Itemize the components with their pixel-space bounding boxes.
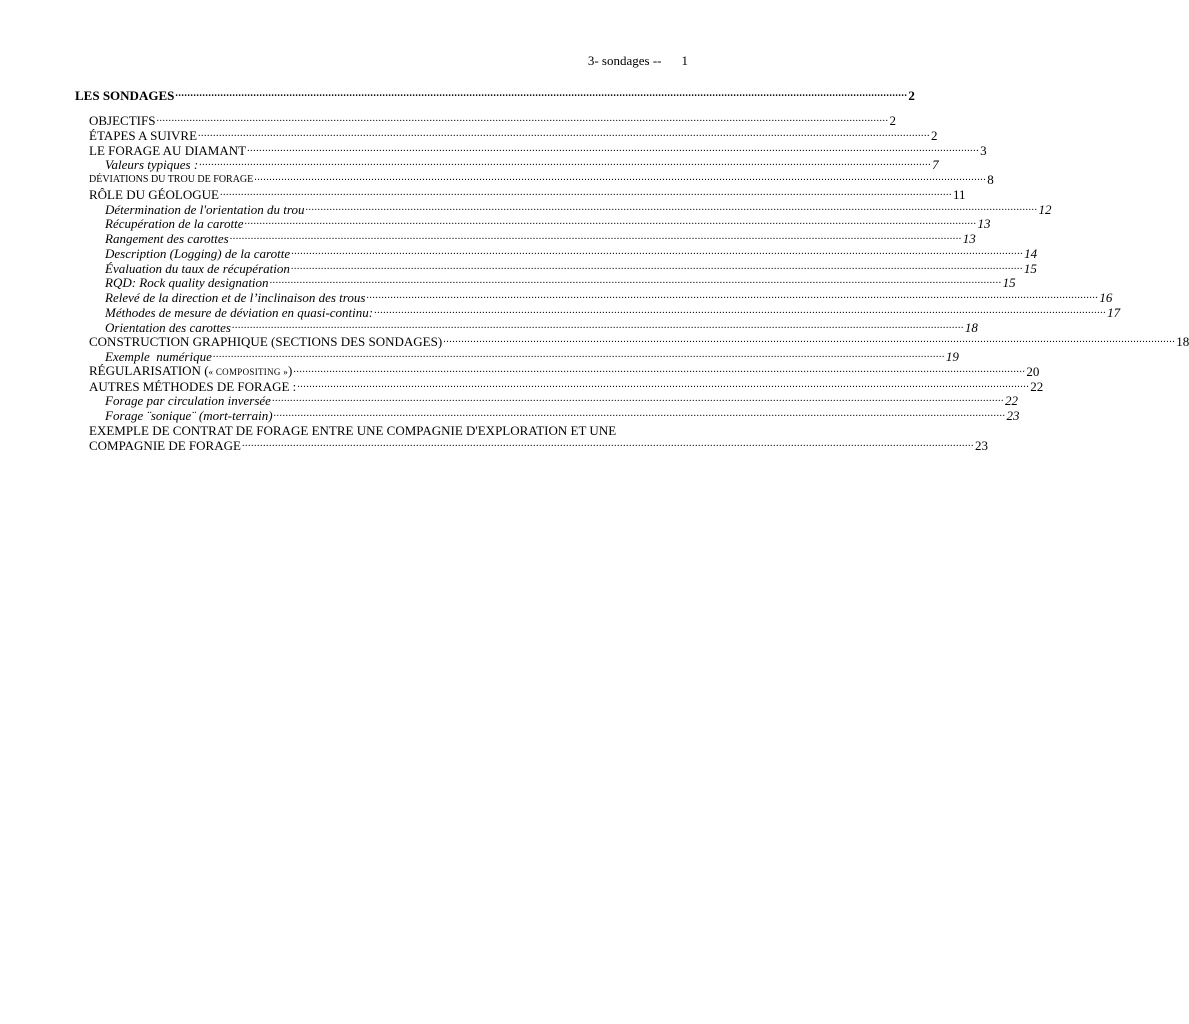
toc-leader-dots: .................................................................................................................................................................................................................................................... [231,319,964,331]
toc-entry-page: 20 [1026,363,1040,379]
toc-entry-title-end: ) [288,362,293,378]
toc-leader-dots: .................................................................................................................................................................................................................................................... [293,363,1026,375]
toc-leader-dots: .................................................................................................................................................................................................................................................... [244,216,977,228]
toc-entry-title [89,364,292,380]
toc-entry-page: 2 [908,88,915,103]
toc-entry-page: 2 [931,127,938,143]
toc-entry-page: 23 [1006,408,1020,423]
toc-entry-page: 2 [889,113,896,128]
toc-entry-page: 7 [932,157,939,173]
toc-entry-title: RÔLE DU GÉOLOGUE [89,186,219,202]
toc-entry-page: 15 [1002,275,1016,291]
toc-entry-page: 13 [962,231,976,246]
toc-leader-dots: .................................................................................................................................................................................................................................................... [198,127,931,139]
toc-entry-les-sondages[interactable] [75,82,915,104]
toc-entry-title: LE FORAGE AU DIAMANT [89,142,247,158]
toc-leader-dots: .................................................................................................................................................................................................................................................... [229,231,962,242]
toc-entry-title-main: RÉGULARISATION ( [89,362,209,378]
toc-leader-dots: .................................................................................................................................................................................................................................................... [212,349,945,360]
toc-entry-page: 14 [1024,245,1038,261]
table-of-contents [75,82,1189,453]
toc-leader-dots: .................................................................................................................................................................................................................................................... [374,304,1107,316]
toc-entry-title: AUTRES MÉTHODES DE FORAGE : [89,378,297,394]
toc-entry-page: 23 [974,437,988,453]
toc-entry-title: Récupération de la carotte [105,216,244,232]
toc-leader-dots: .................................................................................................................................................................................................................................................... [443,334,1176,346]
toc-entry-title: DÉVIATIONS DU TROU DE FORAGE [89,174,254,185]
toc-entry-title: OBJECTIFS [89,113,156,128]
toc-entry-title: Forage par circulation inversée [105,393,271,409]
toc-entry-page: 8 [987,172,994,187]
toc-entry-title: Méthodes de mesure de déviation en quasi-continu: [105,304,374,320]
toc-entry-page: 11 [952,186,966,202]
toc-entry-title: Relevé de la direction et de l’inclinaison des trous [105,290,366,305]
toc-entry-title: Forage ¨sonique¨ (mort-terrain) [105,408,273,423]
toc-leader-dots: .................................................................................................................................................................................................................................................... [366,290,1099,301]
toc-entry-page: 19 [945,349,959,364]
toc-entry-page: 15 [1023,260,1037,276]
page-number: 1 [681,53,688,68]
toc-leader-dots: .................................................................................................................................................................................................................................................... [271,393,1004,405]
toc-entry-page: 12 [1038,201,1052,217]
toc-leader-dots: .................................................................................................................................................................................................................................................... [290,260,1023,272]
toc-entry-title: EXEMPLE DE CONTRAT DE FORAGE ENTRE UNE COMPAGNIE D'EXPLORATION ET UNE [89,422,617,438]
toc-entry-title: RQD: Rock quality designation [105,275,269,291]
toc-leader-dots: .................................................................................................................................................................................................................................................... [305,201,1038,213]
toc-entry-title: Détermination de l'orientation du trou [105,201,305,217]
toc-entry-title: Orientation des carottes [105,319,231,335]
toc-entry-title: Évaluation du taux de récupération [105,260,290,276]
toc-entry-forage-sonique[interactable] [75,408,1020,424]
toc-entry-title: COMPAGNIE DE FORAGE [89,437,241,453]
toc-leader-dots: .................................................................................................................................................................................................................................................... [199,157,932,169]
toc-leader-dots: .................................................................................................................................................................................................................................................... [241,437,974,449]
toc-entry-page: 3 [980,142,987,158]
toc-leader-dots: .................................................................................................................................................................................................................................................... [254,172,987,183]
running-title: 3- sondages -- [587,53,662,68]
toc-entry-title: CONSTRUCTION GRAPHIQUE (SECTIONS DES SONDAGES) [89,334,443,350]
toc-entry-title: ÉTAPES A SUIVRE [89,127,198,143]
toc-entry-page: 18 [1176,334,1189,350]
toc-leader-dots: .................................................................................................................................................................................................................................................... [291,245,1024,257]
toc-entry-title: Exemple numérique [105,349,212,364]
toc-leader-dots: .................................................................................................................................................................................................................................................... [156,113,889,124]
toc-entry-title-smallcaps: « COMPOSITING » [208,366,289,377]
toc-leader-dots: .................................................................................................................................................................................................................................................... [219,186,952,198]
toc-leader-dots: .................................................................................................................................................................................................................................................... [247,142,980,154]
toc-entry-title: Valeurs typiques : [105,157,199,173]
toc-leader-dots: .................................................................................................................................................................................................................................................... [297,378,1030,390]
toc-entry-title: Rangement des carottes [105,231,229,246]
toc-entry-page: 22 [1030,378,1044,394]
toc-entry-page: 22 [1004,393,1018,409]
toc-entry-page: 13 [977,216,991,232]
page-header [588,53,688,69]
toc-entry-exemple-contrat-line2[interactable] [75,437,988,454]
toc-leader-dots: .................................................................................................................................................................................................................................................... [273,408,1006,419]
toc-leader-dots: .................................................................................................................................................................................................................................................... [269,275,1002,287]
toc-entry-title: Description (Logging) de la carotte [105,245,291,261]
toc-entry-page: 16 [1099,290,1113,305]
toc-entry-page: 17 [1107,304,1121,320]
toc-leader-dots: .................................................................................................................................................................................................................................................... [175,88,908,99]
toc-entry-page: 18 [964,319,978,335]
toc-entry-title: LES SONDAGES [75,88,175,103]
